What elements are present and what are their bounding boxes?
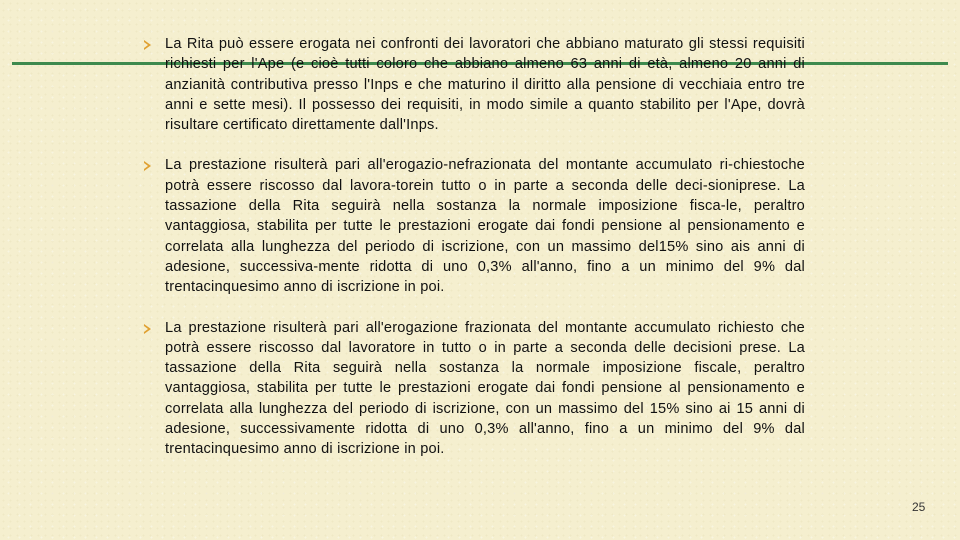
bullet-text: La prestazione risulterà pari all'erogazione frazionata del montante accumulato richiesto che potrà essere riscosso dal lavoratore in tutto o in parte a seconda delle decisioni prese. La tassazione della Rita seguirà nella sostanza la normale imposizione fiscale, peraltro vantaggiosa, stabilita per tutte le prestazioni erogate dai fondi pensione al pensionamento e correlata alla lunghezza del periodo di iscrizione, con un massimo del 15% sino ai 15 anni di adesione, successivamente ridotta di uno 0,3% all'anno, fino a un minimo del 9% dal trentacinquesimo anno di iscrizione in poi. — [165, 319, 805, 458]
page-number: 25 — [912, 500, 926, 514]
slide-body — [140, 34, 805, 460]
bullet-item — [140, 155, 805, 297]
arrow-bullet-icon — [144, 324, 151, 334]
bullet-item — [140, 34, 805, 135]
bullet-item — [140, 318, 805, 460]
bullet-text: La prestazione risulterà pari all'erogazio-nefrazionata del montante accumulato ri-chiestoche potrà essere riscosso dal lavora-torein tutto o in parte a seconda delle deci-sioniprese. La tassazione della Rita seguirà nella sostanza la normale imposizione fisca-le, peraltro vantaggiosa, stabilita per tutte le prestazioni erogate dai fondi pensione al pensionamento e correlata alla lunghezza del periodo di iscrizione, con un massimo del15% sino ais anni di adesione, successiva-mente ridotta di uno 0,3% all'anno, fino a un minimo del 9% dal trentacinquesimo anno di iscrizione in poi. — [165, 157, 805, 296]
arrow-bullet-icon — [144, 40, 151, 50]
arrow-bullet-icon — [144, 161, 151, 171]
bullet-text: La Rita può essere erogata nei confronti dei lavoratori che abbiano maturato gli stessi requisiti richiesti per l'Ape (e cioè tutti coloro che abbiano almeno 63 anni di età, almeno 20 anni di anzianità contributiva presso l'Inps e che maturino il diritto alla pensione di vecchiaia entro tre anni e sette mesi). Il possesso dei requisiti, in modo simile a quanto stabilito per l'Ape, dovrà risultare certificato direttamente dall'Inps. — [165, 36, 805, 134]
